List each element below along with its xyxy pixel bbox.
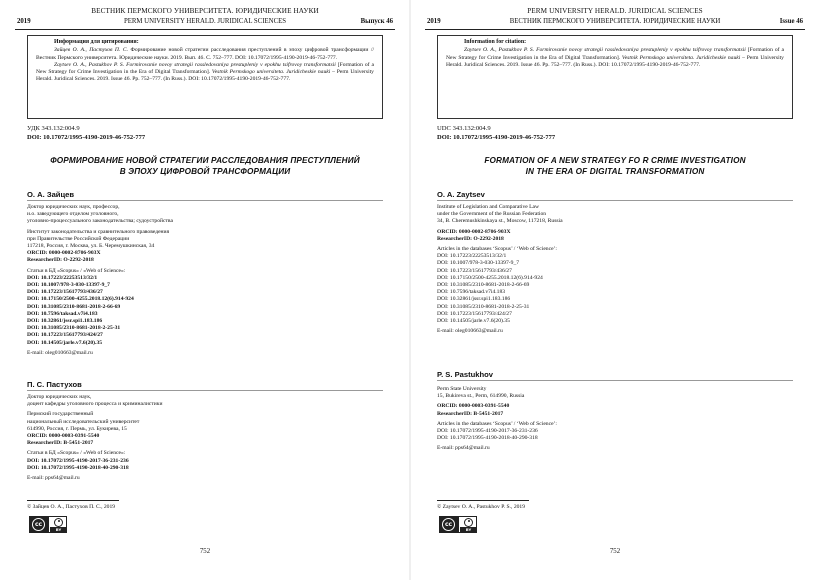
citation-text2: – Perm University Herald. Juridical Sciences. 2019. Issue 46. Pp. 752–777. (In Russ.). DOI: 10.17072/1995-4190-2019-46-752-777.	[446, 54, 784, 68]
author1-email[interactable]: E-mail: oleg010663@mail.ru	[437, 328, 503, 335]
author1-doi: DOI: 10.17223/15617793/436/27	[27, 289, 103, 296]
author1-doi: DOI: 10.17223/15617793/424/27	[27, 332, 103, 339]
title-line-1: ФОРМИРОВАНИЕ НОВОЙ СТРАТЕГИИ РАССЛЕДОВАНИЯ ПРЕСТУПЛЕНИЙ	[50, 156, 360, 165]
author1-orcid: ORCID: 0000-0002-8706-903X	[437, 228, 511, 235]
article-title	[27, 155, 383, 177]
author2-institute-line: Пермский государственный	[27, 411, 94, 418]
author2-orcid: ORCID: 0000-0003-0391-5540	[437, 403, 510, 410]
running-header-row	[423, 18, 807, 28]
udc-code: UDC 343.132:004.9	[437, 125, 491, 132]
author2-name: П. С. Пастухов	[27, 380, 82, 389]
copyright-notice: © Зайцев О. А., Пастухов П. С., 2019	[27, 504, 116, 510]
citation-en-text1: [Formation of a New Strategy for Crime Investigation in the Era of Digital Transformation].	[36, 61, 374, 76]
udc-code: УДК 343.132:004.9	[27, 125, 80, 132]
author1-degree-line: уголовно-процессуального законодательства; судоустройства	[27, 218, 173, 225]
author2-doi: DOI: 10.17072/1995-4190-2017-36-231-236	[27, 457, 129, 464]
citation-text1: [Formation of a New Strategy for Crime Investigation in the Era of Digital Transformation].	[446, 47, 784, 61]
author1-researcherid: ResearcherID: O-2292-2018	[437, 235, 504, 242]
author1-doi: DOI: 10.31085/2310-8681-2018-2-25-31	[437, 303, 530, 310]
citation-box	[437, 35, 793, 119]
citation-en-authors: Zaytsev O. A., Pastukhov P. S. Formirovanie novoy strategii rassledovaniya prestupleniy v epokhu tsifrovoy transformatsii	[54, 61, 336, 68]
author1-doi: DOI: 10.1007/978-3-030-13397-9_7	[437, 260, 520, 267]
right-page	[415, 0, 815, 580]
author1-doi: DOI: 10.14505/jarle.v7.6(20).35	[437, 318, 510, 325]
author1-doi: DOI: 10.31085/2310-8681-2018-2-66-69	[437, 282, 530, 289]
page-number: 752	[609, 548, 621, 555]
title-line-1: FORMATION OF A NEW STRATEGY FO R CRIME INVESTIGATION	[484, 156, 746, 165]
author2-doi: DOI: 10.17072/1995-4190-2018-40-290-318	[437, 435, 538, 442]
article-title	[437, 155, 793, 177]
author2-institute-line: национальный исследовательский университет	[27, 418, 140, 425]
running-header-title: PERM UNIVERSITY HERALD. JURIDICAL SCIENCES	[527, 7, 703, 15]
author1-doi: DOI: 10.31085/2310-8681-2018-2-25-31	[27, 325, 121, 332]
author1-institute-line: 117218, Россия, г. Москва, ул. Б. Черемушкинская, 34	[27, 243, 155, 250]
author2-researcherid: ResearcherID: B-5451-2017	[27, 440, 94, 447]
by-label: BY	[50, 527, 67, 532]
header-rule	[425, 29, 805, 30]
author1-info	[27, 204, 383, 357]
author1-doi: DOI: 10.31085/2310-8681-2018-2-66-69	[27, 303, 121, 310]
cc-icon: cc	[442, 518, 455, 531]
author2-degree-line: доцент кафедры уголовного процесса и криминалистики	[27, 401, 163, 408]
citation-ru	[36, 47, 374, 62]
author2-doi: DOI: 10.17072/1995-4190-2018-40-290-318	[27, 464, 129, 471]
author1-institute-line: Institute of Legislation and Comparative Law	[437, 204, 540, 210]
author2-email[interactable]: E-mail: pps64@mail.ru	[27, 475, 80, 482]
author1-rule	[437, 200, 793, 201]
citation-en	[446, 47, 784, 69]
footnote-rule	[27, 500, 119, 501]
author2-rule	[27, 390, 383, 391]
author1-orcid: ORCID: 0000-0002-8706-903X	[27, 250, 101, 257]
copyright-notice: © Zaytsev O. A., Pastukhov P. S., 2019	[437, 504, 526, 510]
author1-name: О. А. Зайцев	[27, 190, 75, 199]
author1-doi: DOI: 10.17223/15617793/436/27	[437, 267, 512, 274]
citation-box	[27, 35, 383, 119]
cc-icon: cc	[32, 518, 45, 531]
author1-doi: DOI: 10.17150/2500-4255.2018.12(6).914-924	[27, 296, 134, 303]
author2-doi: DOI: 10.17072/1995-4190-2017-36-231-236	[437, 428, 538, 435]
article-doi: DOI: 10.17072/1995-4190-2019-46-752-777	[27, 134, 146, 141]
header-issue: Issue 46	[779, 18, 803, 25]
by-person-icon	[54, 518, 63, 527]
author2-name: P. S. Pastukhov	[437, 370, 493, 379]
page-number: 752	[199, 548, 211, 555]
author2-articles-label: Статьи в БД «Scopus» / «Web of Science»:	[27, 450, 126, 457]
author1-doi: DOI: 10.32861/jssr.spi1.183.186	[27, 318, 103, 325]
author1-doi: DOI: 10.17223/15617793/424/27	[437, 310, 512, 317]
author2-institute-line: Perm State University	[437, 386, 487, 392]
citation-en	[36, 62, 374, 84]
citation-ru-authors: Зайцев О. А., Пастухов П. С.	[54, 47, 128, 54]
author1-degree-line: и.о. заведующего отделом уголовного,	[27, 211, 119, 218]
author2-info	[27, 394, 383, 482]
author1-articles-label: Статьи в БД «Scopus» / «Web of Science»:	[27, 267, 126, 274]
cc-by-license-badge[interactable]	[29, 516, 67, 533]
author1-doi: DOI: 10.7596/taksad.v7i4.183	[437, 289, 506, 296]
header-journal: PERM UNIVERSITY HERALD. JURIDICAL SCIENCES	[123, 18, 287, 25]
article-doi: DOI: 10.17072/1995-4190-2019-46-752-777	[437, 134, 556, 141]
author1-rule	[27, 200, 383, 201]
author1-doi: DOI: 10.32861/jssr.spi1.183.186	[437, 296, 511, 303]
author1-institute-line: 34, B. Cheremushkinskaya st., Moscow, 117218, Russia	[437, 218, 563, 225]
author1-info	[437, 204, 793, 335]
running-header-title: ВЕСТНИК ПЕРМСКОГО УНИВЕРСИТЕТА. ЮРИДИЧЕСКИЕ НАУКИ	[91, 7, 319, 15]
citation-en-journal: Vestnik Permskogo universiteta. Juridicheskie nauki	[211, 69, 331, 76]
author2-degree-line: Доктор юридических наук,	[27, 394, 92, 400]
author1-degree-line: Доктор юридических наук, профессор,	[27, 204, 120, 210]
by-label: BY	[460, 527, 477, 532]
author2-researcherid: ResearcherID: B-5451-2017	[437, 410, 504, 417]
author2-institute-line: 15, Bukireva st., Perm, 614990, Russia	[437, 393, 525, 400]
header-issue: Выпуск 46	[360, 18, 393, 25]
page-gutter	[409, 0, 411, 580]
header-journal: ВЕСТНИК ПЕРМСКОГО УНИВЕРСИТЕТА. ЮРИДИЧЕСКИЕ НАУКИ	[509, 18, 721, 25]
title-line-2: В ЭПОХУ ЦИФРОВОЙ ТРАНСФОРМАЦИИ	[119, 167, 291, 176]
header-year: 2019	[17, 18, 31, 25]
footnote-rule	[437, 500, 529, 501]
author2-articles-label: Articles in the databases ‘Scopus’ / ‘Web of Science’:	[437, 420, 557, 427]
author1-institute-line: Институт законодательства и сравнительного правоведения	[27, 228, 170, 235]
citation-title: Information for citation:	[464, 39, 527, 45]
header-year: 2019	[427, 18, 441, 25]
citation-title: Информация для цитирования:	[54, 39, 139, 45]
author1-doi: DOI: 10.1007/978-3-030-13397-9_7	[27, 282, 110, 289]
author2-rule	[437, 380, 793, 381]
author1-doi: DOI: 10.17223/22253513/32/1	[27, 274, 98, 281]
left-page	[5, 0, 405, 580]
author1-institute-line: under the Government of the Russian Federation	[437, 211, 547, 218]
citation-ru-text: Формирование новой стратегии расследования преступлений в эпоху цифровой трансформации // Вестник Пермского университета. Юридические науки. 2019. Вып. 46. С. 752–777. DOI: 10.17072/1995-4190-2019-46-752-777.	[36, 47, 375, 61]
author1-doi: DOI: 10.17150/2500-4255.2018.12(6).914-924	[437, 274, 543, 281]
title-line-2: IN THE ERA OF DIGITAL TRANSFORMATION	[525, 167, 705, 176]
citation-authors: Zaytsev O. A., Pastukhov P. S. Formirovanie novoy strategii rassledovaniya prestupleniy v epokhu tsifrovoy transformatsii	[464, 47, 746, 54]
author1-doi: DOI: 10.14505/jarle.v7.6(20).35	[27, 339, 103, 346]
author1-researcherid: ResearcherID: O-2292-2018	[27, 257, 94, 264]
citation-journal: Vestnik Permskogo universiteta. Juridicheskie nauki	[621, 54, 741, 61]
author1-articles-label: Articles in the databases ‘Scopus’ / ‘Web of Science’:	[437, 246, 557, 253]
author1-institute-line: при Правительстве Российской Федерации	[27, 235, 130, 242]
cc-by-license-badge[interactable]	[439, 516, 477, 533]
by-person-icon	[464, 518, 473, 527]
author2-info	[437, 386, 793, 453]
author1-email[interactable]: E-mail: oleg010663@mail.ru	[27, 349, 93, 356]
citation-en-text2: – Perm University Herald. Juridical Sciences. 2019. Issue 46. Pp. 752–777. (In Russ.). DOI: 10.17072/1995-4190-2019-46-752-777.	[36, 69, 374, 83]
author2-institute-line: 614990, Россия, г. Пермь, ул. Букирева, 15	[27, 425, 127, 432]
author2-email[interactable]: E-mail: pps64@mail.ru	[437, 445, 490, 452]
author1-doi: DOI: 10.7596/taksad.v7i4.183	[27, 310, 98, 317]
author2-orcid: ORCID: 0000-0003-0391-5540	[27, 433, 100, 440]
author1-name: O. A. Zaytsev	[437, 190, 485, 199]
running-header-row	[13, 18, 397, 28]
author1-doi: DOI: 10.17223/22253513/32/1	[437, 253, 507, 260]
header-rule	[15, 29, 395, 30]
